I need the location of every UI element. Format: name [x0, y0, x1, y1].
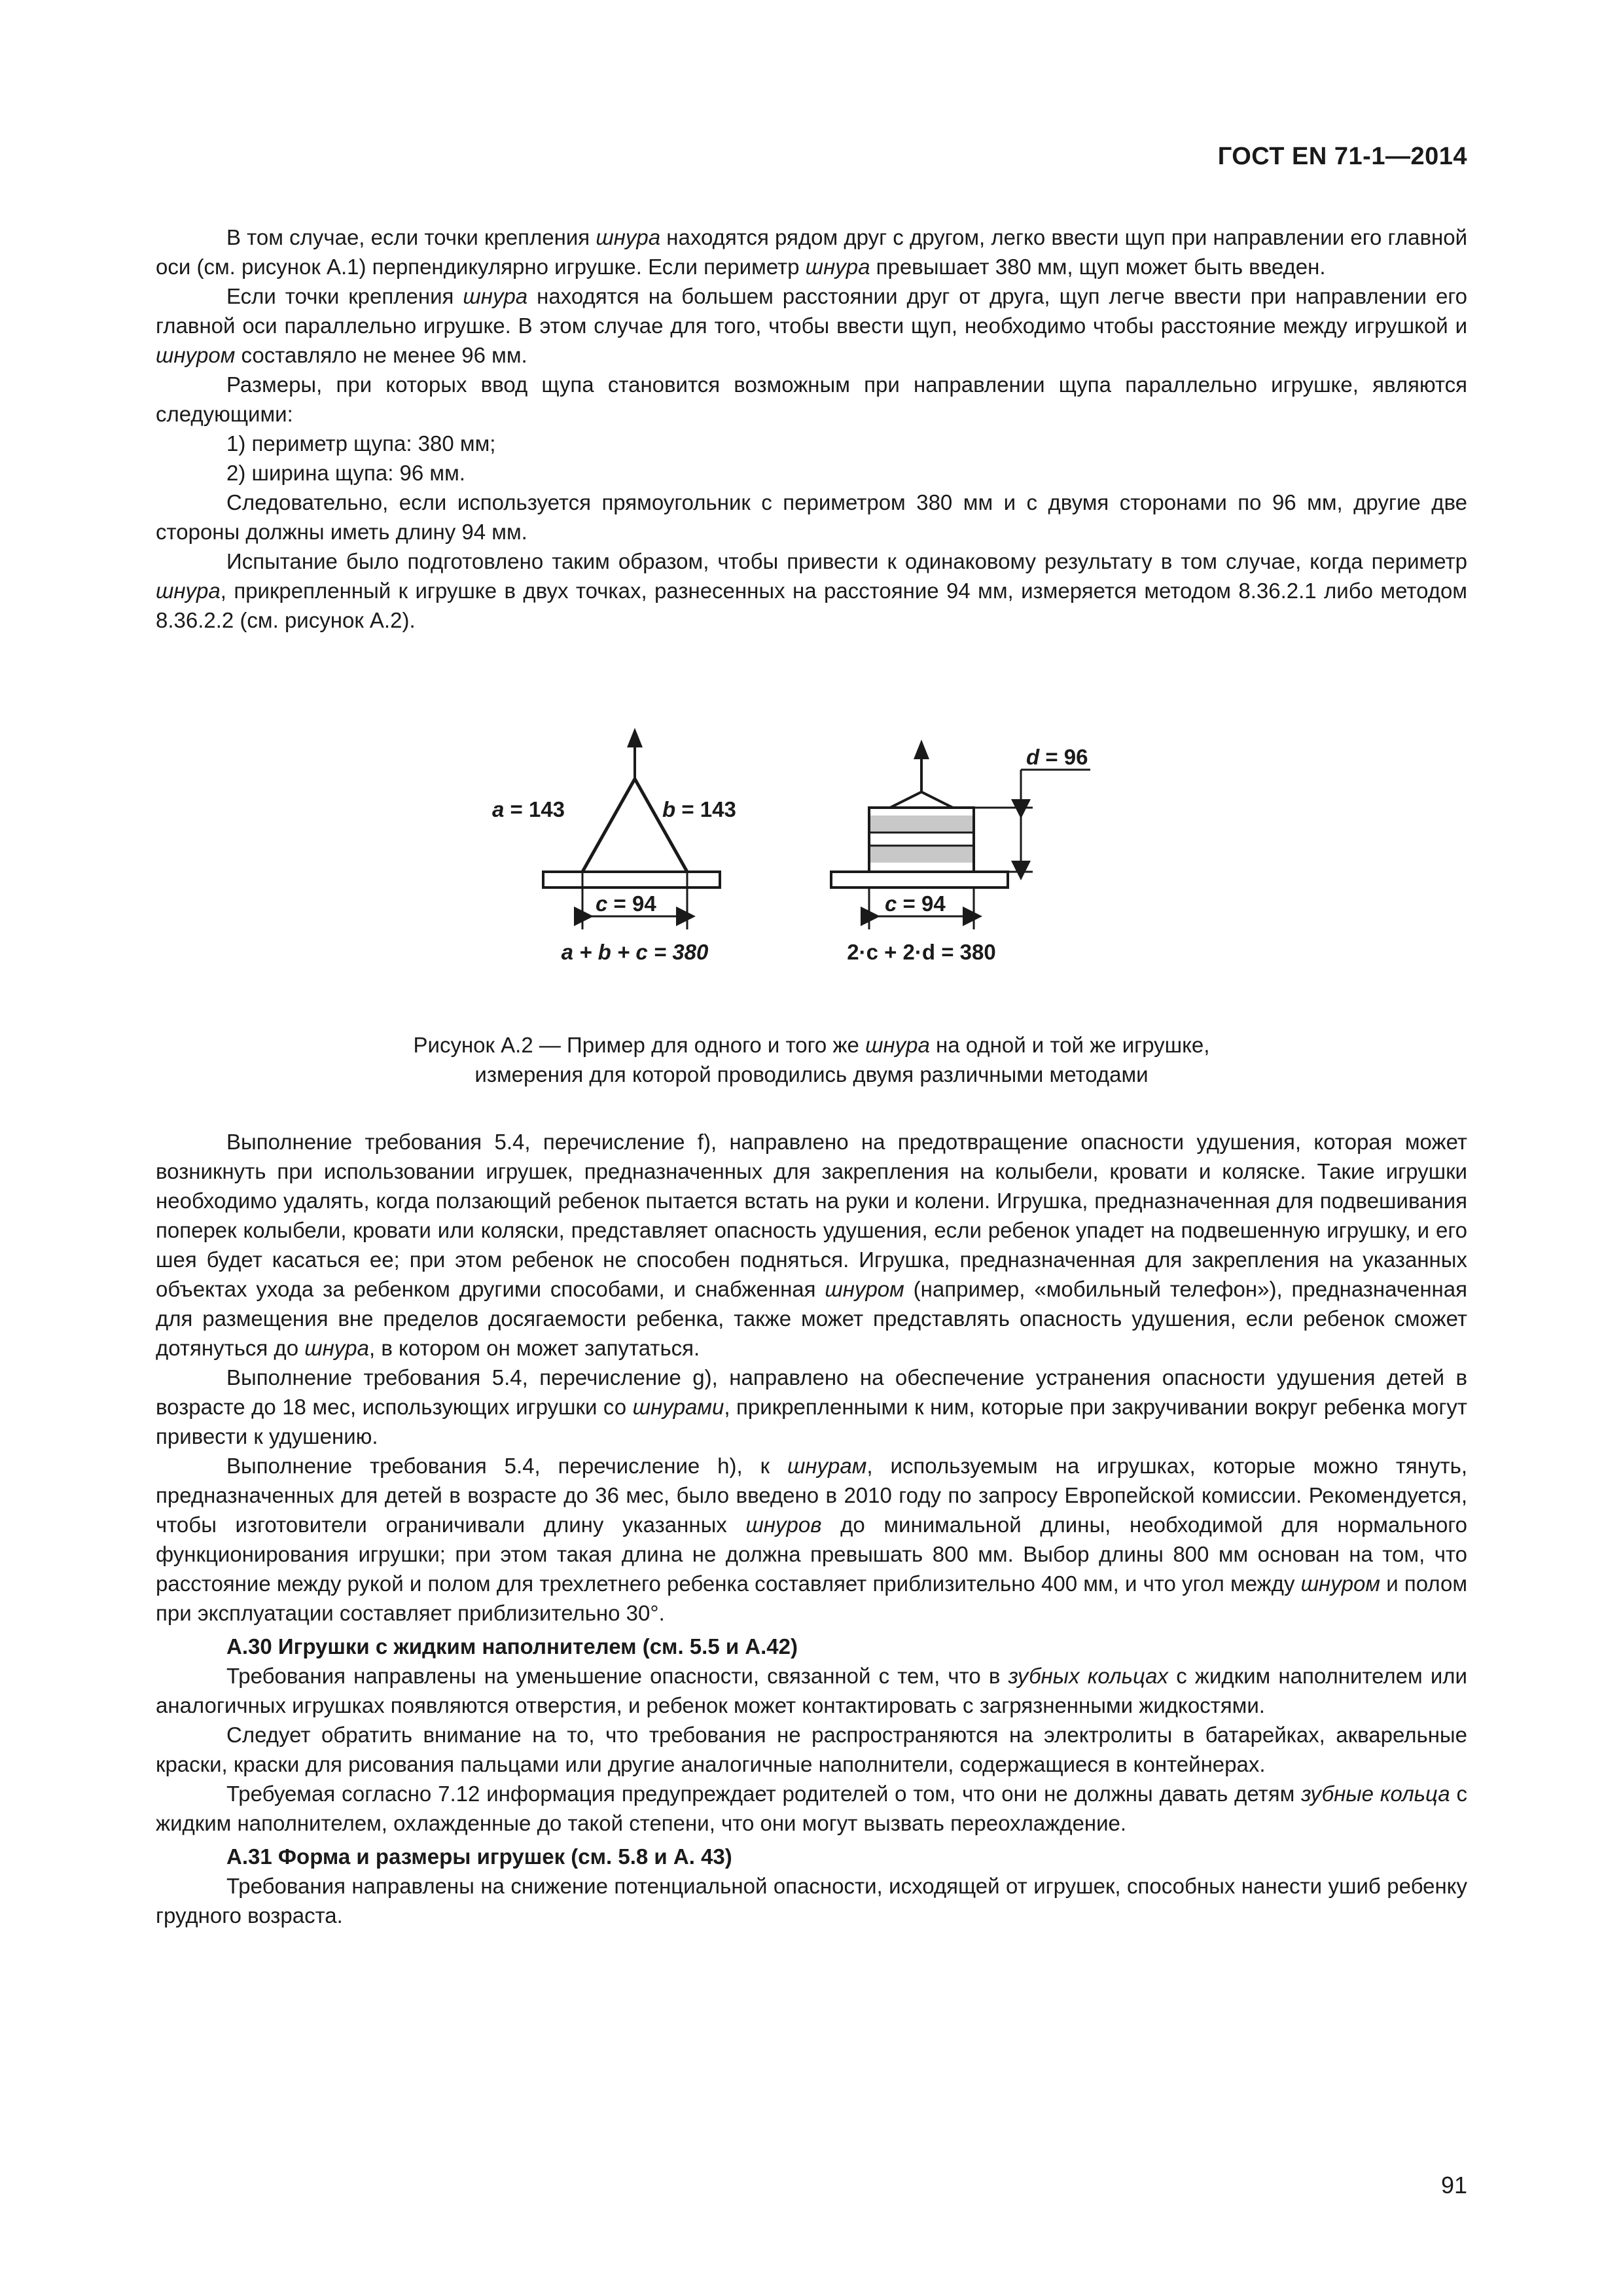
text: Рисунок А.2 — Пример для одного и того же	[413, 1033, 866, 1057]
toy-base-left	[543, 872, 720, 888]
arrow-up-icon	[914, 740, 929, 759]
italic-term: шнура	[865, 1033, 930, 1057]
italic-term: шнура	[304, 1336, 369, 1360]
cord-top	[890, 792, 953, 808]
label-c-left: c = 94	[596, 891, 656, 916]
document-header-standard: ГОСТ EN 71-1—2014	[1217, 143, 1467, 170]
text: , в котором он может запутаться.	[368, 1336, 700, 1360]
probe-stripe	[870, 816, 972, 833]
italic-term: шнура	[805, 255, 870, 279]
paragraph	[156, 547, 1467, 635]
text: составляло не менее 96 мм.	[235, 343, 527, 367]
italic-term: шнурам	[787, 1454, 867, 1478]
italic-term: зубные кольца	[1301, 1782, 1450, 1806]
italic-term: шнура	[156, 579, 221, 603]
paragraph: Следовательно, если используется прямоугольник с периметром 380 мм и с двумя сторонами по 96 мм, другие две стороны должны иметь длину 94 мм.	[156, 490, 1467, 544]
caption-line-2: измерения для которой проводились двумя различными методами	[474, 1062, 1149, 1086]
italic-term: шнуром	[156, 343, 236, 367]
paragraph: Размеры, при которых ввод щупа становится возможным при направлении щупа параллельно игрушке, являются следующими:	[156, 372, 1467, 426]
formula-right: 2·c + 2·d = 380	[847, 940, 996, 964]
text: , используемым на игрушках, которые можно тянуть, предназначенных для детей в возрасте до 36 мес, было введено в 2010 году по запросу Европейской комиссии. Рекомендуется, чтобы изготовители ограничивали длину указанных	[156, 1454, 1467, 1537]
right-diagram	[831, 740, 1090, 964]
text: находятся на большем расстоянии друг от друга, щуп легче ввести при направлении его главной оси параллельно игрушке. В этом случае для того, чтобы ввести щуп, необходимо чтобы расстояние между игрушкой и	[156, 284, 1467, 338]
paragraph: Следует обратить внимание на то, что требования не распространяются на электролиты в батарейках, акварельные краски, краски для рисования пальцами или другие аналогичные наполнители, содержащиеся в контейнерах.	[156, 1723, 1467, 1776]
cord-triangle	[582, 779, 687, 872]
paragraph	[156, 1127, 1467, 1363]
main-text-block	[156, 1127, 1467, 1930]
italic-term: шнурами	[632, 1395, 724, 1419]
text: Выполнение требования 5.4, перечисление h), к	[226, 1454, 787, 1478]
label-a: a = 143	[492, 797, 565, 821]
italic-term: шнуром	[1300, 1571, 1381, 1596]
italic-term: зубных кольцах	[1008, 1664, 1169, 1688]
text: , прикрепленный к игрушке в двух точках, разнесенных на расстояние 94 мм, измеряется методом 8.36.2.1 либо методом 8.36.2.2 (см. рисунок А.2).	[156, 579, 1467, 632]
arrow-up-icon	[627, 728, 643, 747]
label-b: b = 143	[662, 797, 736, 821]
page-number: 91	[1440, 2172, 1467, 2198]
figure-a2	[492, 720, 1126, 982]
text: Требуемая согласно 7.12 информация предупреждает родителей о том, что они не должны давать детям	[226, 1782, 1302, 1806]
paragraph	[156, 1363, 1467, 1451]
label-d: d = 96	[1026, 745, 1088, 769]
text: находятся рядом друг с другом, легко ввести щуп при направлении его главной оси (см. рисунок А.1) перпендикулярно игрушке. Если периметр	[156, 225, 1467, 279]
section-heading-a31: А.31 Форма и размеры игрушек (см. 5.8 и А. 43)	[226, 1844, 732, 1869]
text: (например, «мобильный телефон»), предназначенная для размещения вне пределов досягаемости ребенка, также может представлять опасность удушения, если ребенок сможет дотянуться до	[156, 1277, 1468, 1360]
paragraph	[156, 1661, 1467, 1720]
list-item: 1) периметр щупа: 380 мм;	[226, 431, 496, 456]
caption-line-1	[156, 1030, 1467, 1060]
label-c-right: c = 94	[885, 891, 946, 916]
italic-term: шнуром	[825, 1277, 904, 1301]
toy-base-right	[831, 872, 1008, 888]
paragraph	[156, 1779, 1467, 1838]
text: Требования направлены на уменьшение опасности, связанной с тем, что в	[226, 1664, 1008, 1688]
text: и полом при эксплуатации составляет приблизительно 30°.	[156, 1571, 1468, 1625]
text: Испытание было подготовлено таким образом, чтобы привести к одинаковому результату в том случае, когда периметр	[226, 549, 1467, 573]
italic-term: шнура	[463, 284, 528, 308]
figure-caption	[156, 1030, 1467, 1089]
figure-a2-drawing	[492, 720, 1126, 982]
formula-left: a + b + c = 380	[561, 940, 709, 964]
text: с жидким наполнителем, охлажденные до такой степени, что они могут вызвать переохлаждение.	[156, 1782, 1467, 1835]
left-diagram	[492, 728, 736, 964]
paragraph	[156, 223, 1467, 281]
italic-term: шнура	[596, 225, 661, 249]
text: до минимальной длины, необходимой для нормального функционирования игрушки; при этом такая длина не должна превышать 800 мм. Выбор длины 800 мм основан на том, что расстояние между рукой и полом для трехлетнего ребенка составляет приблизительно 400 мм, и что угол между	[156, 1513, 1467, 1596]
text: В том случае, если точки крепления	[226, 225, 596, 249]
paragraph	[156, 1451, 1467, 1628]
probe-stripe	[870, 846, 972, 863]
text: превышает 380 мм, щуп может быть введен.	[870, 255, 1326, 279]
paragraph: Требования направлены на снижение потенциальной опасности, исходящей от игрушек, способных нанести ушиб ребенку грудного возраста.	[156, 1874, 1467, 1928]
text: Выполнение требования 5.4, перечисление g), направлено на обеспечение устранения опасности удушения детей в возрасте до 18 мес, использующих игрушки со	[156, 1365, 1467, 1419]
list-item: 2) ширина щупа: 96 мм.	[226, 461, 465, 485]
text: Выполнение требования 5.4, перечисление f), направлено на предотвращение опасности удушения, которая может возникнуть при использовании игрушек, предназначенных для закрепления на колыбели, кровати и коляске. Такие игрушки необходимо удалять, когда ползающий ребенок пытается встать на руки и колени. Игрушка, предназначенная для подвешивания поперек колыбели, кровати или коляски, представляет опасность удушения, если ребенок упадет на подвешенную игрушку, и его шея будет касаться ее; при этом ребенок не способен подняться. Игрушка, предназначенная для закрепления на указанных объектах ухода за ребенком другими способами, и снабженная	[156, 1130, 1467, 1301]
italic-term: шнуров	[745, 1513, 822, 1537]
text: Если точки крепления	[226, 284, 463, 308]
text: с жидким наполнителем или аналогичных игрушках появляются отверстия, и ребенок может контактировать с загрязненными жидкостями.	[156, 1664, 1467, 1717]
text: на одной и той же игрушке,	[929, 1033, 1210, 1057]
top-text-block	[156, 223, 1467, 635]
paragraph	[156, 281, 1467, 370]
section-heading-a30: А.30 Игрушки с жидким наполнителем (см. 5.5 и А.42)	[226, 1634, 798, 1659]
text: , прикрепленными к ним, которые при закручивании вокруг ребенка могут привести к удушению.	[156, 1395, 1467, 1448]
